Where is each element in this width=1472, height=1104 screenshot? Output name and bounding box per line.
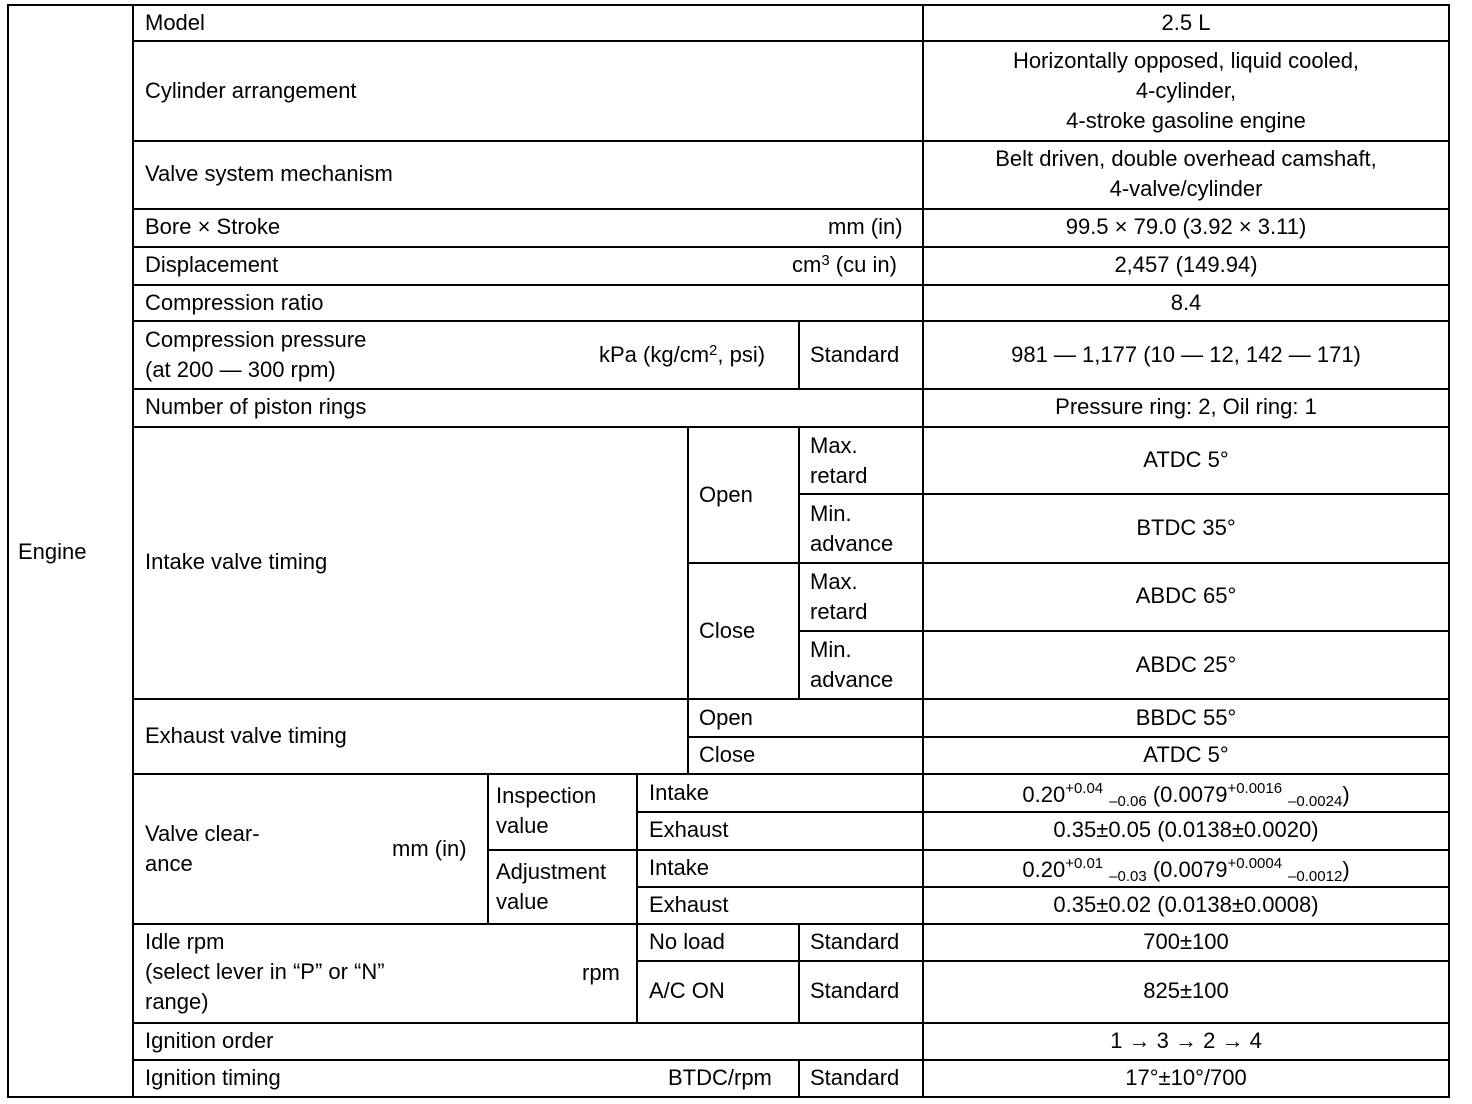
row-divider (132, 320, 1450, 322)
adjustment-value-label: Adjustment value (496, 859, 607, 914)
cylinder-label: Cylinder arrangement (145, 78, 357, 103)
inspection-exhaust-label: Exhaust (649, 817, 729, 842)
piston-rings-label: Number of piston rings (145, 394, 367, 419)
displacement-label: Displacement (145, 252, 279, 277)
compression-pressure-value: 981 — 1,177 (10 — 12, 142 — 171) (1011, 342, 1361, 367)
row-divider (132, 40, 1450, 42)
row-divider (636, 960, 1450, 962)
row-divider (687, 562, 1450, 564)
row-divider (798, 493, 1450, 495)
row-divider (132, 246, 1450, 248)
exhaust-close-label: Close (699, 742, 756, 767)
table-border-top (7, 4, 1450, 6)
adjustment-intake-value: 0.20+0.01–0.03 (0.0079+0.0004–0.0012) (1022, 855, 1350, 885)
bore-label: Bore × Stroke (145, 214, 281, 239)
col-divider (798, 1059, 800, 1098)
ignition-order-value: 1 → 3 → 2 → 4 (1110, 1028, 1262, 1053)
row-divider (132, 773, 1450, 775)
row-divider (132, 284, 1450, 286)
compression-ratio-value: 8.4 (1170, 290, 1202, 315)
exhaust-timing-label: Exhaust valve timing (145, 723, 347, 748)
intake-open-max-value: ATDC 5° (1143, 447, 1229, 472)
inspection-exhaust-value: 0.35±0.05 (0.0138±0.0020) (1053, 817, 1319, 842)
bore-unit: mm (in) (828, 214, 903, 239)
displacement-unit: $cm^3$ (cu in) (792, 252, 897, 277)
exhaust-open-value: BBDC 55° (1135, 705, 1237, 730)
valve-mech-value: Belt driven, double overhead camshaft, 4-valve/cylinder (995, 146, 1377, 201)
idle-no-load-label: No load (649, 929, 725, 954)
row-divider (132, 1059, 1450, 1061)
col-divider (798, 923, 800, 1024)
idle-no-load-value: 700±100 (1143, 929, 1229, 954)
inspection-value-label: Inspection value (496, 783, 597, 838)
ignition-timing-standard: Standard (810, 1065, 900, 1090)
cylinder-value: Horizontally opposed, liquid cooled, 4-cylinder, 4-stroke gasoline engine (1012, 48, 1360, 133)
col-divider (487, 773, 489, 925)
row-divider (132, 923, 1450, 925)
intake-open-min-advance-label: Min. advance (810, 501, 894, 556)
idle-rpm-label: Idle rpm (select lever in “P” or “N” range) (145, 929, 385, 1014)
intake-close-max-value: ABDC 65° (1135, 583, 1237, 608)
compression-ratio-label: Compression ratio (145, 290, 324, 315)
table-border-left (7, 4, 9, 1098)
adjustment-exhaust-label: Exhaust (649, 892, 729, 917)
exhaust-open-label: Open (699, 705, 753, 730)
col-divider (798, 320, 800, 390)
col-divider (687, 426, 689, 775)
row-divider (132, 426, 1450, 428)
valve-mech-label: Valve system mechanism (145, 161, 393, 186)
ignition-timing-unit: BTDC/rpm (668, 1065, 772, 1090)
engine-label: Engine (18, 539, 87, 564)
intake-open-max-retard-label: Max. retard (810, 433, 868, 488)
compression-pressure-unit: kPa ($kg/cm^2$, psi) (599, 342, 766, 367)
table-border-bottom (7, 1096, 1450, 1098)
compression-pressure-label: Compression pressure (at 200 — 300 rpm) (145, 327, 367, 382)
compression-pressure-standard: Standard (810, 342, 900, 367)
idle-no-load-standard: Standard (810, 929, 900, 954)
idle-ac-on-standard: Standard (810, 978, 900, 1003)
col-divider (798, 426, 800, 700)
intake-close-label: Close (699, 618, 756, 643)
row-divider (132, 1022, 1450, 1024)
ignition-timing-label: Ignition timing (145, 1065, 281, 1090)
table-border-right (1448, 4, 1450, 1098)
col-divider (636, 773, 638, 1024)
model-value: 2.5 L (1161, 10, 1211, 35)
idle-rpm-unit: rpm (582, 960, 620, 985)
row-divider (798, 630, 1450, 632)
inspection-intake-value: 0.20+0.04–0.06 (0.0079+0.0016–0.0024) (1022, 780, 1350, 810)
valve-clearance-unit: mm (in) (392, 836, 467, 861)
row-divider (132, 388, 1450, 390)
bore-value: 99.5 × 79.0 (3.92 × 3.11) (1065, 214, 1307, 239)
idle-ac-on-label: A/C ON (649, 978, 725, 1003)
exhaust-close-value: ATDC 5° (1143, 742, 1229, 767)
piston-rings-value: Pressure ring: 2, Oil ring: 1 (1055, 394, 1317, 419)
adjustment-exhaust-value: 0.35±0.02 (0.0138±0.0008) (1053, 892, 1319, 917)
valve-clearance-label: Valve clear- ance (145, 821, 260, 876)
intake-close-max-retard-label: Max. retard (810, 569, 868, 624)
engine-column-divider (132, 4, 134, 1098)
intake-open-min-value: BTDC 35° (1136, 515, 1236, 540)
intake-close-min-advance-label: Min. advance (810, 637, 894, 692)
adjustment-intake-label: Intake (649, 855, 709, 880)
row-divider (132, 208, 1450, 210)
row-divider (487, 849, 1450, 851)
intake-timing-label: Intake valve timing (145, 549, 328, 574)
intake-open-label: Open (699, 482, 753, 507)
row-divider (687, 736, 1450, 738)
idle-ac-on-value: 825±100 (1143, 978, 1229, 1003)
ignition-order-label: Ignition order (145, 1028, 274, 1053)
row-divider (132, 698, 1450, 700)
model-label: Model (145, 10, 205, 35)
inspection-intake-label: Intake (649, 780, 709, 805)
intake-close-min-value: ABDC 25° (1135, 652, 1237, 677)
row-divider (132, 140, 1450, 142)
ignition-timing-value: 17°±10°/700 (1125, 1065, 1247, 1090)
displacement-value: 2,457 (149.94) (1114, 252, 1258, 277)
